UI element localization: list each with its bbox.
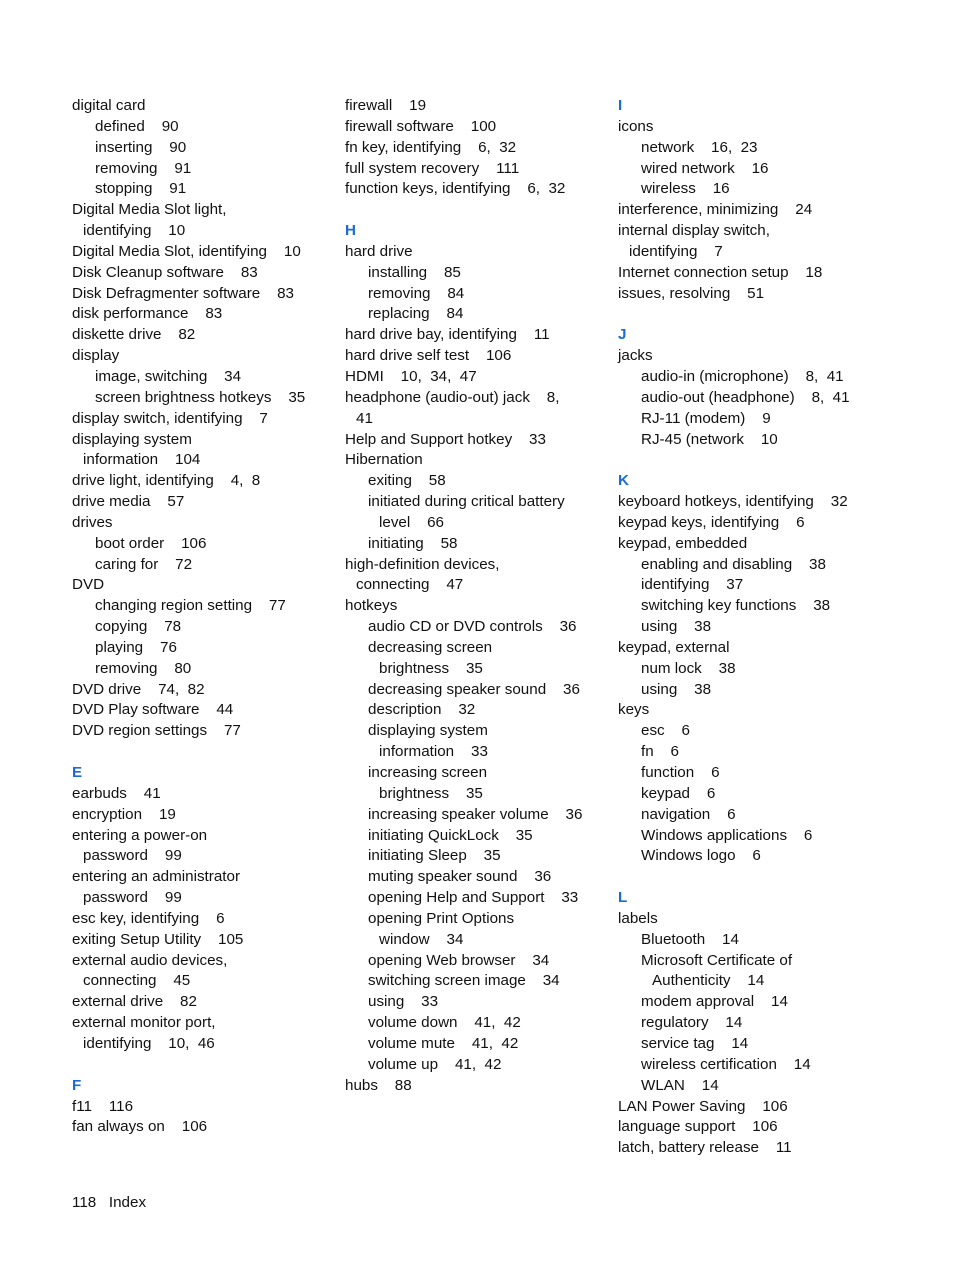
index-subentry: inserting 90 xyxy=(95,138,187,156)
index-entry: keypad keys, identifying 6 xyxy=(618,513,805,531)
index-entry: headphone (audio-out) jack 8, xyxy=(345,388,560,406)
index-entry: entering a power-on xyxy=(72,826,208,844)
index-entry: hotkeys xyxy=(345,597,398,615)
index-subentry: playing 76 xyxy=(95,638,177,656)
index-entry: external audio devices, xyxy=(72,951,228,969)
index-entry: displaying system xyxy=(72,430,192,448)
index-entry-continuation: password 99 xyxy=(83,847,182,865)
index-subentry: service tag 14 xyxy=(641,1034,749,1052)
index-subentry: boot order 106 xyxy=(95,534,207,552)
index-entry-continuation: information 104 xyxy=(83,451,201,469)
section-gap xyxy=(72,1055,334,1076)
index-subentry-continuation: brightness 35 xyxy=(379,659,483,677)
index-entry: earbuds 41 xyxy=(72,784,161,802)
index-entry-continuation: connecting 45 xyxy=(83,972,191,990)
index-entry: language support 106 xyxy=(618,1118,778,1136)
index-entry-continuation: password 99 xyxy=(83,889,182,907)
index-subentry: image, switching 34 xyxy=(95,367,242,385)
index-entry: external drive 82 xyxy=(72,993,197,1011)
index-entry: Digital Media Slot, identifying 10 xyxy=(72,242,301,260)
index-subentry: increasing screen xyxy=(368,764,488,781)
index-subentry: using 38 xyxy=(641,680,712,698)
index-entry-continuation: identifying 10, 46 xyxy=(83,1034,215,1052)
section-letter-heading: J xyxy=(618,326,627,344)
index-subentry: opening Web browser 34 xyxy=(368,951,550,969)
section-gap xyxy=(72,742,334,763)
index-entry: latch, battery release 11 xyxy=(618,1139,792,1157)
index-entry: DVD Play software 44 xyxy=(72,701,234,719)
index-subentry: muting speaker sound 36 xyxy=(368,868,552,886)
section-letter-heading: L xyxy=(618,889,628,907)
index-subentry: Microsoft Certificate of xyxy=(641,951,793,969)
index-entry: keypad, external xyxy=(618,638,730,656)
index-subentry: modem approval 14 xyxy=(641,993,788,1011)
index-entry: labels xyxy=(618,909,658,927)
index-subentry: Bluetooth 14 xyxy=(641,930,739,948)
index-subentry: description 32 xyxy=(368,701,476,719)
index-subentry: esc 6 xyxy=(641,722,690,740)
index-entry: DVD drive 74, 82 xyxy=(72,680,205,698)
index-subentry: audio-out (headphone) 8, 41 xyxy=(641,388,850,406)
index-entry: high-definition devices, xyxy=(345,555,500,573)
section-gap xyxy=(618,867,880,888)
index-entry: hubs 88 xyxy=(345,1076,412,1094)
section-gap xyxy=(618,304,880,325)
index-entry: disk performance 83 xyxy=(72,305,223,323)
index-entry: hard drive bay, identifying 11 xyxy=(345,326,550,344)
section-gap xyxy=(618,450,880,471)
index-subentry: RJ-45 (network 10 xyxy=(641,430,778,448)
index-column-2 xyxy=(345,96,607,1097)
index-subentry: initiating QuickLock 35 xyxy=(368,826,533,844)
index-entry: f11 116 xyxy=(72,1097,134,1115)
index-subentry-continuation: information 33 xyxy=(379,743,488,761)
index-column-3 xyxy=(618,96,880,1159)
index-subentry: Windows applications 6 xyxy=(641,826,813,844)
index-subentry: displaying system xyxy=(368,722,488,740)
index-subentry: using 38 xyxy=(641,618,712,636)
index-subentry: copying 78 xyxy=(95,618,182,636)
index-subentry: initiating Sleep 35 xyxy=(368,847,501,865)
index-subentry: removing 80 xyxy=(95,659,192,677)
index-subentry: removing 91 xyxy=(95,159,192,177)
index-subentry: keypad 6 xyxy=(641,784,716,802)
index-subentry: decreasing screen xyxy=(368,638,493,656)
index-subentry: volume down 41, 42 xyxy=(368,1014,521,1032)
index-entry: icons xyxy=(618,117,654,135)
index-entry: DVD region settings 77 xyxy=(72,722,241,740)
index-subentry: replacing 84 xyxy=(368,305,464,323)
page-footer xyxy=(72,1192,146,1213)
index-subentry: identifying 37 xyxy=(641,576,744,594)
index-entry: display xyxy=(72,347,120,365)
index-entry: digital card xyxy=(72,97,146,114)
index-subentry: wireless 16 xyxy=(641,180,730,198)
index-entry: Disk Defragmenter software 83 xyxy=(72,284,294,302)
index-entry: fan always on 106 xyxy=(72,1118,208,1136)
index-entry: function keys, identifying 6, 32 xyxy=(345,180,566,198)
index-subentry: stopping 91 xyxy=(95,180,187,198)
index-subentry: navigation 6 xyxy=(641,805,736,823)
index-subentry: Windows logo 6 xyxy=(641,847,761,865)
index-entry: drives xyxy=(72,513,113,531)
index-subentry: enabling and disabling 38 xyxy=(641,555,826,573)
index-subentry: increasing speaker volume 36 xyxy=(368,805,583,823)
index-entry: hard drive xyxy=(345,242,413,260)
index-subentry: exiting 58 xyxy=(368,472,446,490)
index-entry: exiting Setup Utility 105 xyxy=(72,930,244,948)
index-subentry: switching screen image 34 xyxy=(368,972,560,990)
index-subentry: regulatory 14 xyxy=(641,1014,743,1032)
index-entry: esc key, identifying 6 xyxy=(72,909,225,927)
index-entry: diskette drive 82 xyxy=(72,326,196,344)
index-subentry-continuation: level 66 xyxy=(379,513,445,531)
index-entry: Hibernation xyxy=(345,451,423,469)
index-entry: external monitor port, xyxy=(72,1014,216,1032)
index-subentry: changing region setting 77 xyxy=(95,597,286,615)
index-subentry-continuation: window 34 xyxy=(379,930,464,948)
index-entry: entering an administrator xyxy=(72,868,240,886)
index-entry: Internet connection setup 18 xyxy=(618,263,823,281)
index-subentry: audio CD or DVD controls 36 xyxy=(368,618,577,636)
section-letter-heading: F xyxy=(72,1076,82,1094)
index-subentry: initiating 58 xyxy=(368,534,458,552)
index-entry: encryption 19 xyxy=(72,805,176,823)
index-entry: DVD xyxy=(72,576,105,594)
index-subentry: function 6 xyxy=(641,764,720,781)
index-entry: fn key, identifying 6, 32 xyxy=(345,138,517,156)
index-subentry: defined 90 xyxy=(95,117,179,135)
index-subentry: audio-in (microphone) 8, 41 xyxy=(641,367,844,385)
index-subentry: network 16, 23 xyxy=(641,138,758,156)
index-subentry: RJ-11 (modem) 9 xyxy=(641,409,771,427)
index-entry: display switch, identifying 7 xyxy=(72,409,268,427)
index-subentry: volume mute 41, 42 xyxy=(368,1034,519,1052)
index-entry: full system recovery 111 xyxy=(345,159,520,177)
index-subentry: opening Help and Support 33 xyxy=(368,889,579,907)
index-entry-continuation: 41 xyxy=(356,409,373,427)
index-entry: HDMI 10, 34, 47 xyxy=(345,367,477,385)
index-subentry: initiated during critical battery xyxy=(368,493,565,511)
index-entry: keypad, embedded xyxy=(618,534,748,552)
page-number: 118 xyxy=(72,1194,97,1211)
index-subentry: num lock 38 xyxy=(641,659,736,677)
index-subentry: caring for 72 xyxy=(95,555,193,573)
index-entry: Disk Cleanup software 83 xyxy=(72,263,258,281)
index-entry: keyboard hotkeys, identifying 32 xyxy=(618,493,848,511)
section-letter-heading: I xyxy=(618,97,623,114)
index-subentry: installing 85 xyxy=(368,263,461,281)
index-entry-continuation: identifying 10 xyxy=(83,222,186,240)
index-subentry-continuation: brightness 35 xyxy=(379,784,483,802)
index-entry: issues, resolving 51 xyxy=(618,284,765,302)
index-subentry: volume up 41, 42 xyxy=(368,1055,502,1073)
index-subentry: wireless certification 14 xyxy=(641,1055,811,1073)
index-entry: Help and Support hotkey 33 xyxy=(345,430,546,448)
index-entry: firewall software 100 xyxy=(345,117,497,135)
index-entry: Digital Media Slot light, xyxy=(72,201,227,219)
index-column-1 xyxy=(72,96,334,1138)
index-subentry: screen brightness hotkeys 35 xyxy=(95,388,306,406)
footer-section-label: Index xyxy=(108,1194,147,1211)
index-entry: hard drive self test 106 xyxy=(345,347,512,365)
index-subentry: using 33 xyxy=(368,993,439,1011)
index-entry-continuation: identifying 7 xyxy=(629,242,723,260)
section-gap xyxy=(345,200,607,221)
index-entry: jacks xyxy=(618,347,653,365)
index-subentry: wired network 16 xyxy=(641,159,769,177)
index-entry: firewall 19 xyxy=(345,97,427,114)
index-entry: keys xyxy=(618,701,650,719)
index-subentry: decreasing speaker sound 36 xyxy=(368,680,580,698)
index-entry-continuation: connecting 47 xyxy=(356,576,464,594)
section-letter-heading: K xyxy=(618,472,629,490)
index-entry: LAN Power Saving 106 xyxy=(618,1097,788,1115)
index-entry: internal display switch, xyxy=(618,222,770,240)
section-letter-heading: H xyxy=(345,222,356,240)
index-entry: drive light, identifying 4, 8 xyxy=(72,472,261,490)
index-subentry: switching key functions 38 xyxy=(641,597,831,615)
index-subentry: WLAN 14 xyxy=(641,1076,719,1094)
index-subentry: removing 84 xyxy=(368,284,465,302)
index-subentry: fn 6 xyxy=(641,743,679,761)
section-letter-heading: E xyxy=(72,764,83,781)
index-entry: interference, minimizing 24 xyxy=(618,201,813,219)
index-subentry-continuation: Authenticity 14 xyxy=(652,972,765,990)
index-subentry: opening Print Options xyxy=(368,909,515,927)
index-entry: drive media 57 xyxy=(72,493,185,511)
